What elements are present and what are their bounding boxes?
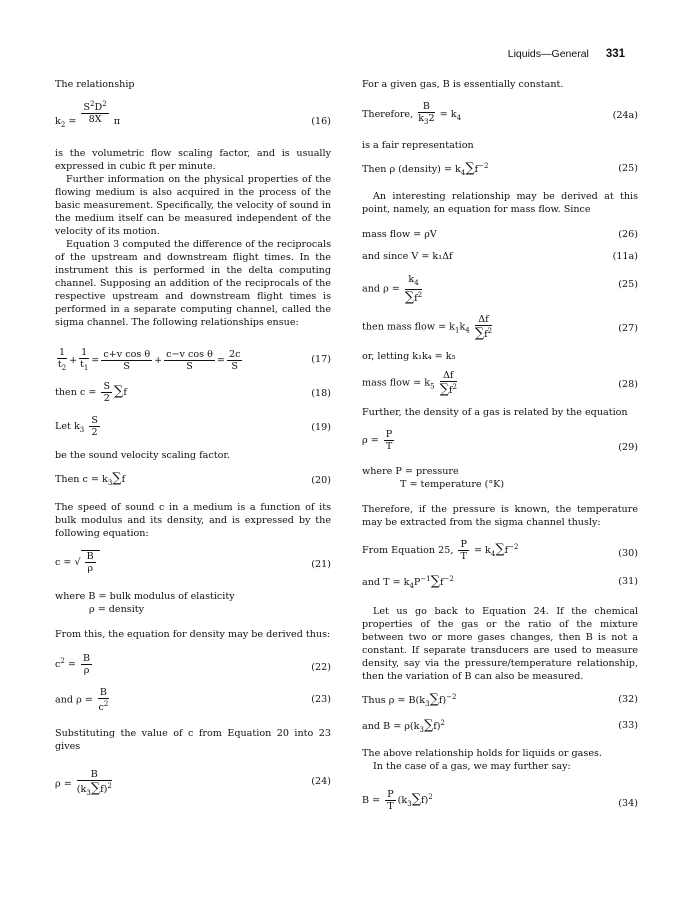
equation-26: mass flow = ρV (26)	[362, 229, 638, 241]
equation-29: ρ = $\frac{P}{T}$ (29)	[362, 429, 638, 454]
paragraph: Further information on the physical properties of the flowing medium is also acquired in the process of the basic measurement. Specifically, the velocity of sound in the medium itself can be measured independent of the velocity of its motion.	[55, 174, 331, 237]
where-rho: ρ = density	[89, 603, 145, 615]
equation-31: and $T = k_4P^{-1}\sum f^{-2}$ (31)	[362, 574, 638, 591]
equation-16: $k_2$ = $\frac{S^2D^2}{8X}$ π (16)	[55, 100, 331, 129]
equation-22: $c^2$ = $\frac{B}{\rho}$ (22)	[55, 652, 331, 676]
equation-33: and $B = \rho(k_3\sum f)^2$ (33)	[362, 718, 638, 735]
equation-letting: or, letting k₁k₄ = k₅	[362, 351, 456, 363]
paragraph: For a given gas, B is essentially constant.	[362, 79, 564, 90]
equation-19: Let $k_3$ $\frac{S}{2}$ (19)	[55, 415, 331, 438]
equation-20: Then $c = k_3\sum f$ (20)	[55, 471, 331, 487]
paragraph: Further, the density of a gas is related by the equation	[362, 407, 628, 419]
left-column	[55, 78, 331, 799]
paragraph: The speed of sound c in a medium is a function of its bulk modulus and its density, and is expressed by the following equation:	[55, 501, 331, 539]
equation-34: B = $\frac{P}{T}$ $(k_3\sum f)^2$ (34)	[362, 789, 638, 813]
running-header	[508, 48, 625, 60]
paragraph: is a fair representation	[362, 140, 474, 151]
paragraph: From this, the equation for density may be derived thus:	[55, 628, 331, 640]
paragraph: be the sound velocity scaling factor.	[55, 450, 230, 461]
paragraph: The above relationship holds for liquids or gases.	[362, 748, 602, 760]
paragraph: The relationship	[55, 79, 135, 90]
paragraph: In the case of a gas, we may further say:	[373, 761, 571, 773]
equation-21: c = √ $\frac{B}{\rho}$ (21)	[55, 550, 331, 574]
paragraph: Therefore, if the pressure is known, the temperature may be extracted from the sigma channel thusly:	[362, 504, 638, 529]
equation-25: Then ρ (density) = $k_4\sum f^{-2}$ (25)	[362, 161, 638, 178]
paragraph: Substituting the value of c from Equation 20 into 23 gives	[55, 727, 331, 752]
where-t: T = temperature (°K)	[400, 479, 505, 491]
equation-32: Thus $\rho = B(k_3\sum f)^{-2}$ (32)	[362, 692, 638, 709]
page-number: 331	[605, 48, 625, 60]
right-column	[362, 78, 638, 819]
equation-24a: Therefore, $\frac{B}{k_32}$ = $k_4$ (24a)	[362, 101, 638, 126]
paragraph: An interesting relationship may be derived at this point, namely, an equation for mass flow. Since	[362, 191, 638, 216]
where-b: where B = bulk modulus of elasticity	[55, 590, 235, 602]
paragraph: Let us go back to Equation 24. If the chemical properties of the gas or the ratio of the mixture between two or more gases changes, then B is not a constant. If separate transducers are used to measure density, say via the pressure/temperature relationship, then the variation of B can also be measured.	[362, 606, 638, 683]
paragraph: is the volumetric flow scaling factor, and is usually expressed in cubic ft per minute.	[55, 148, 331, 172]
where-p: where P = pressure	[362, 466, 459, 478]
equation-11a: and since V = k₁Δf (11a)	[362, 251, 638, 263]
equation-17: $\frac{1}{t_2}$ + $\frac{1}{t_1}$ = $\frac{\text{c+v cos θ}}{S}$ + $\frac{\text{c−v cos θ}}{S}$ = $\frac{2c}{S}$ (17)	[57, 347, 331, 372]
equation-27: then mass flow = $k_1k_4$ $\frac{\Delta f}{\sum f^2}$ (27)	[362, 314, 638, 342]
equation-28: mass flow = $k_5$ $\frac{\Delta f}{\sum f^2}$ (28)	[362, 370, 638, 398]
running-head: Liquids—General	[507, 48, 589, 60]
equation-18: then c = $\frac{S}{2}$ ∑f (18)	[55, 381, 331, 404]
equation-23: and ρ = $\frac{B}{c^2}$ (23)	[55, 686, 331, 714]
paragraph: Equation 3 computed the difference of the reciprocals of the upstream and downstream flight times. In the instrument this is performed in the delta computing channel. Supposing an addition of the reciprocals of the respective upstream and downstream flight times is performed in a separate computing channel, called the sigma channel. The following relationships ensue:	[55, 239, 331, 328]
equation-30: From Equation 25, $\frac{P}{T}$ = $k_4\sum f^{-2}$ (30)	[362, 539, 638, 563]
equation-25b: and ρ = $\frac{k_4}{\sum f^2}$ (25)	[362, 274, 638, 306]
equation-24: ρ = $\frac{B}{(k_3\sum f)^2}$ (24)	[55, 768, 331, 797]
